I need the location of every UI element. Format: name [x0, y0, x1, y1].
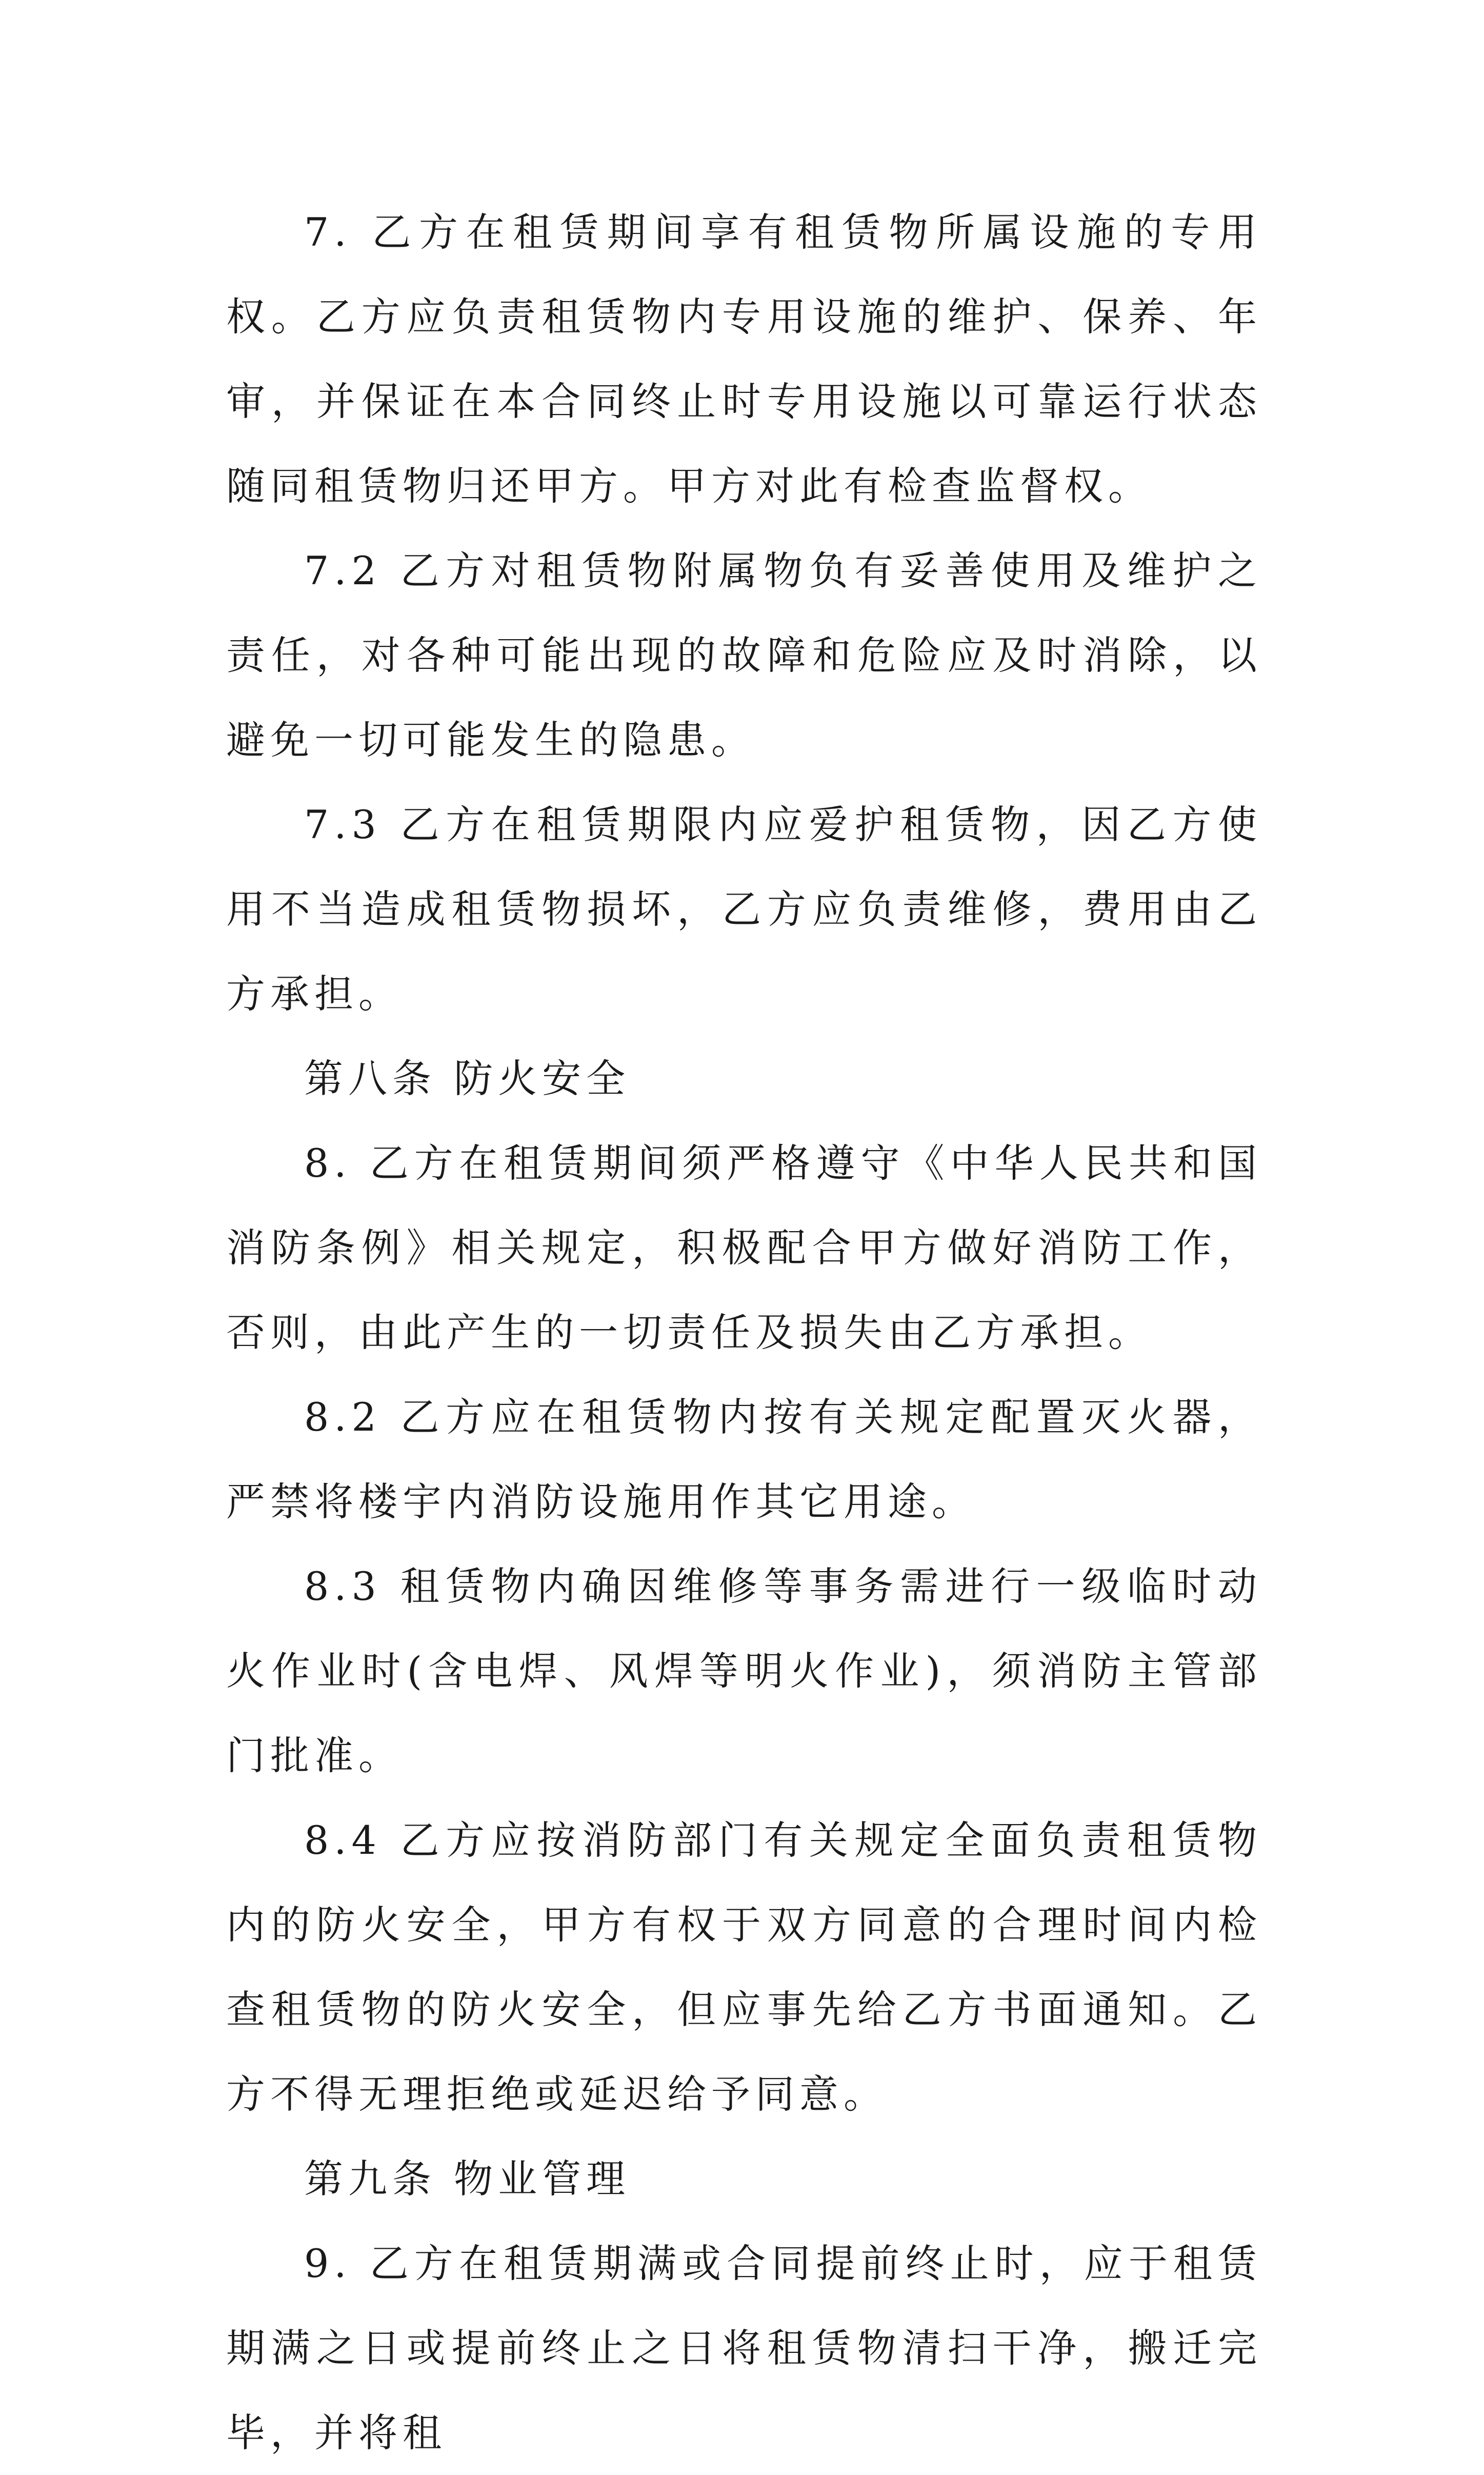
document-body: [226, 190, 1262, 2475]
clause-7-1: 7. 乙方在租赁期间享有租赁物所属设施的专用权。乙方应负责租赁物内专用设施的维护、保养、年审，并保证在本合同终止时专用设施以可靠运行状态随同租赁物归还甲方。甲方对此有检查监督权。: [226, 209, 1262, 509]
clause-9-1: 9. 乙方在租赁期满或合同提前终止时，应于租赁期满之日或提前终止之日将租赁物清扫干净，搬迁完毕，并将租: [226, 2241, 1262, 2456]
article-8-heading: 第八条 防火安全: [304, 1056, 631, 1101]
clause-8-3: 8.3 租赁物内确因维修等事务需进行一级临时动火作业时(含电焊、风焊等明火作业)，须消防主管部门批准。: [226, 1563, 1262, 1778]
clause-7-2: 7.2 乙方对租赁物附属物负有妥善使用及维护之责任，对各种可能出现的故障和危险应及时消除，以避免一切可能发生的隐患。: [226, 548, 1262, 763]
article-9-heading: 第九条 物业管理: [304, 2156, 631, 2202]
clause-8-1: 8. 乙方在租赁期间须严格遵守《中华人民共和国消防条例》相关规定，积极配合甲方做好消防工作，否则，由此产生的一切责任及损失由乙方承担。: [226, 1140, 1262, 1355]
clause-7-3: 7.3 乙方在租赁期限内应爱护租赁物，因乙方使用不当造成租赁物损坏，乙方应负责维修，费用由乙方承担。: [226, 802, 1262, 1017]
clause-8-2: 8.2 乙方应在租赁物内按有关规定配置灭火器，严禁将楼宇内消防设施用作其它用途。: [226, 1394, 1262, 1524]
clause-8-4: 8.4 乙方应按消防部门有关规定全面负责租赁物内的防火安全，甲方有权于双方同意的合理时间内检查租赁物的防火安全，但应事先给乙方书面通知。乙方不得无理拒绝或延迟给予同意。: [226, 1817, 1262, 2117]
